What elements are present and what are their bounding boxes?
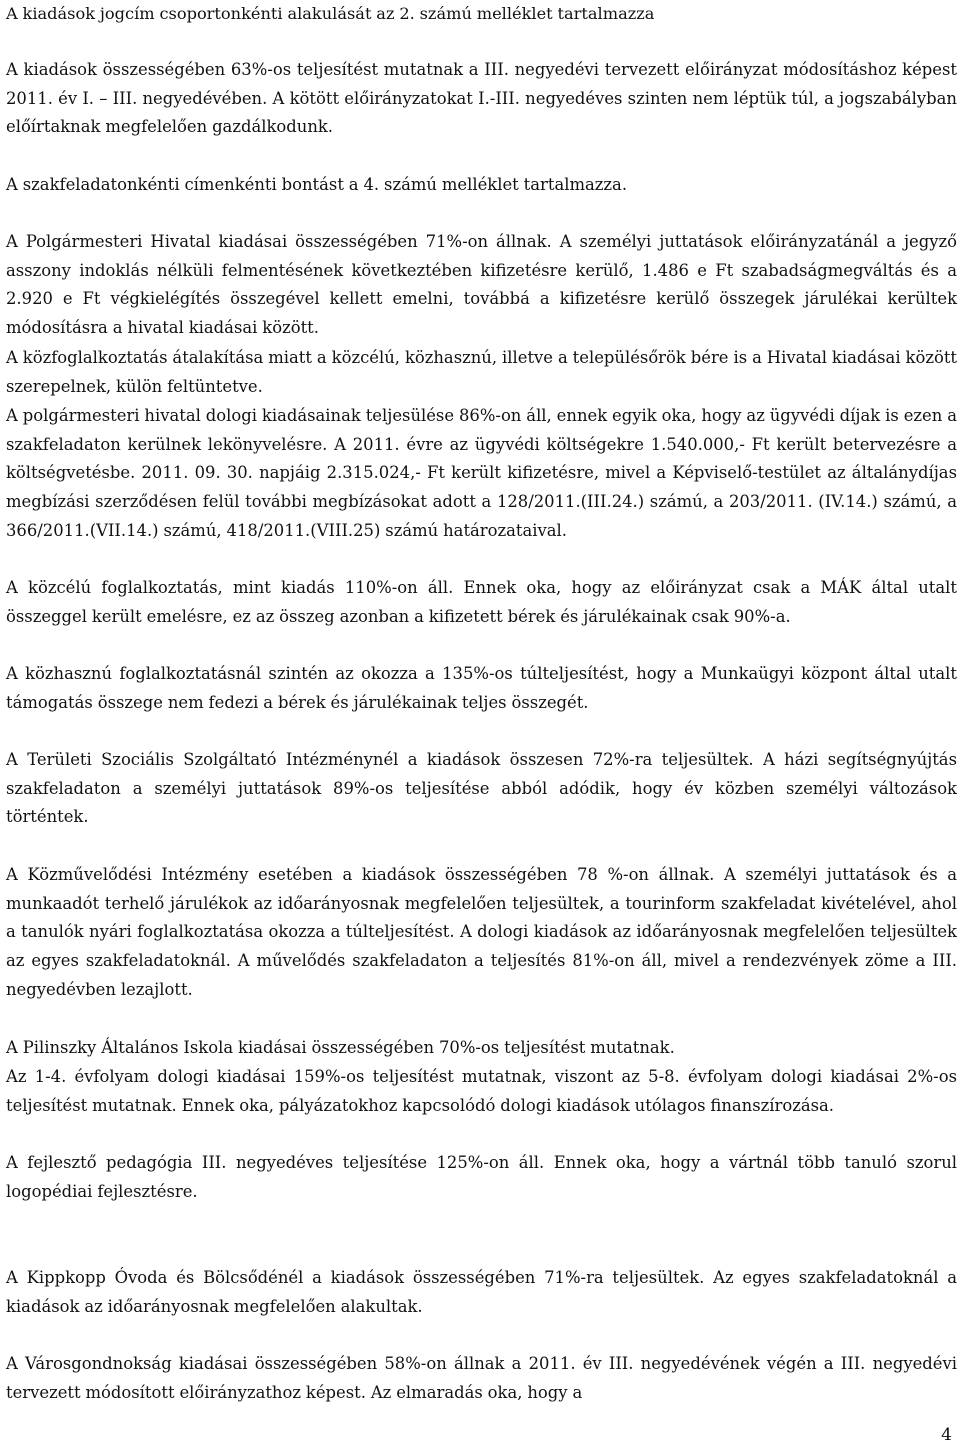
paragraph-text: A közfoglalkoztatás átalakítása miatt a közcélú, közhasznú, illetve a településőrök bére is a Hivatal kiadásai között szerepelnek, külön feltüntetve. (6, 348, 957, 396)
paragraph-text: A közcélú foglalkoztatás, mint kiadás 110%-on áll. Ennek oka, hogy az előirányzat csak a MÁK által utalt összeggel került emelésre, ez az összeg azonban a kifizetett bérek és járulékainak csak 90%-a. (6, 578, 957, 626)
paragraph-legal-fees (6, 402, 957, 546)
paragraph-text: Az 1-4. évfolyam dologi kiadásai 159%-os teljesítést mutatnak, viszont az 5-8. évfolyam dologi kiadásai 2%-os teljesítést mutatnak. Ennek oka, pályázatokhoz kapcsolódó dologi kiadások utólagos finanszírozása. (6, 1067, 957, 1115)
paragraph-public-benefit-employment (6, 660, 957, 717)
page-number: 4 (941, 1425, 952, 1445)
paragraph-public-employment-restructure (6, 344, 957, 401)
paragraph-text: A Polgármesteri Hivatal kiadásai összességében 71%-on állnak. A személyi juttatások előirányzatánál a jegyző asszony indoklás nélküli felmentésének következtében kifizetésre kerülő, 1.486 e Ft szabadságmegváltás és a 2.920 e Ft végkielégítés összegével kellett emelni, továbbá a kifizetésre kerülő összegek járulékai kerültek módosításra a hivatal kiadásai között. (6, 232, 957, 338)
paragraph-city-management (6, 1350, 957, 1407)
paragraph-development-pedagogy (6, 1149, 957, 1206)
paragraph-text: A polgármesteri hivatal dologi kiadásainak teljesülése 86%-on áll, ennek egyik oka, hogy az ügyvédi díjak is ezen a szakfeladaton kerülnek lekönyvelésre. A 2011. évre az ügyvédi költségekre 1.540.000,- Ft került betervezésre a költségvetésbe. 2011. 09. 30. napjáig 2.315.024,- Ft került kifizetésre, mivel a Képviselő-testület az általánydíjas megbízási szerződésen felül további megbízásokat adott a 128/2011.(III.24.) számú, a 203/2011. (IV.14.) számú, a 366/2011.(VII.14.) számú, 418/2011.(VIII.25) számú határozataival. (6, 406, 957, 540)
paragraph-breakdown-reference (6, 171, 957, 200)
paragraph-overall-performance (6, 56, 957, 142)
paragraph-text: A kiadások jogcím csoportonkénti alakulását az 2. számú melléklet tartalmazza (6, 4, 655, 23)
paragraph-expense-groups (6, 0, 957, 29)
paragraph-text: A kiadások összességében 63%-os teljesítést mutatnak a III. negyedévi tervezett előirányzat módosításhoz képest 2011. év I. – III. negyedévében. A kötött előirányzatokat I.-III. negyedéves szinten nem léptük túl, a jogszabályban előírtaknak megfelelően gazdálkodunk. (6, 60, 957, 137)
paragraph-social-services (6, 746, 957, 832)
paragraph-text: A közhasznú foglalkoztatásnál szintén az okozza a 135%-os túlteljesítést, hogy a Munkaügyi központ által utalt támogatás összege nem fedezi a bérek és járulékainak teljes összegét. (6, 664, 957, 712)
paragraph-text: A Területi Szociális Szolgáltató Intézménynél a kiadások összesen 72%-ra teljesültek. A házi segítségnyújtás szakfeladaton a személyi juttatások 89%-os teljesítése abból adódik, hogy év közben személyi változások történtek. (6, 750, 957, 827)
paragraph-school-grades (6, 1063, 957, 1120)
paragraph-public-purpose-employment (6, 574, 957, 631)
paragraph-cultural-institution (6, 861, 957, 1005)
paragraph-text: A fejlesztő pedagógia III. negyedéves teljesítése 125%-on áll. Ennek oka, hogy a vártnál több tanuló szorul logopédiai fejlesztésre. (6, 1153, 957, 1201)
paragraph-text: A Kippkopp Óvoda és Bölcsődénél a kiadások összességében 71%-ra teljesültek. Az egyes szakfeladatoknál a kiadások az időarányosnak megfelelően alakultak. (6, 1268, 957, 1316)
paragraph-mayors-office (6, 228, 957, 343)
paragraph-kindergarten (6, 1264, 957, 1321)
paragraph-text: A Közművelődési Intézmény esetében a kiadások összességében 78 %-on állnak. A személyi juttatások és a munkaadót terhelő járulékok az időarányosnak megfelelően teljesültek, a tourinform szakfeladat kivételével, ahol a tanulók nyári foglalkoztatása okozza a túlteljesítést. A dologi kiadások az időarányosnak megfelelően teljesültek az egyes szakfeladatoknál. A művelődés szakfeladaton a teljesítés 81%-on áll, mivel a rendezvények zöme a III. negyedévben lezajlott. (6, 865, 957, 999)
paragraph-school-overview (6, 1034, 957, 1063)
paragraph-text: A Pilinszky Általános Iskola kiadásai összességében 70%-os teljesítést mutatnak. (6, 1038, 675, 1057)
paragraph-text: A szakfeladatonkénti címenkénti bontást a 4. számú melléklet tartalmazza. (6, 175, 628, 194)
paragraph-text: A Városgondnokság kiadásai összességében 58%-on állnak a 2011. év III. negyedévének végén a III. negyedévi tervezett módosított előirányzathoz képest. Az elmaradás oka, hogy a (6, 1354, 957, 1402)
